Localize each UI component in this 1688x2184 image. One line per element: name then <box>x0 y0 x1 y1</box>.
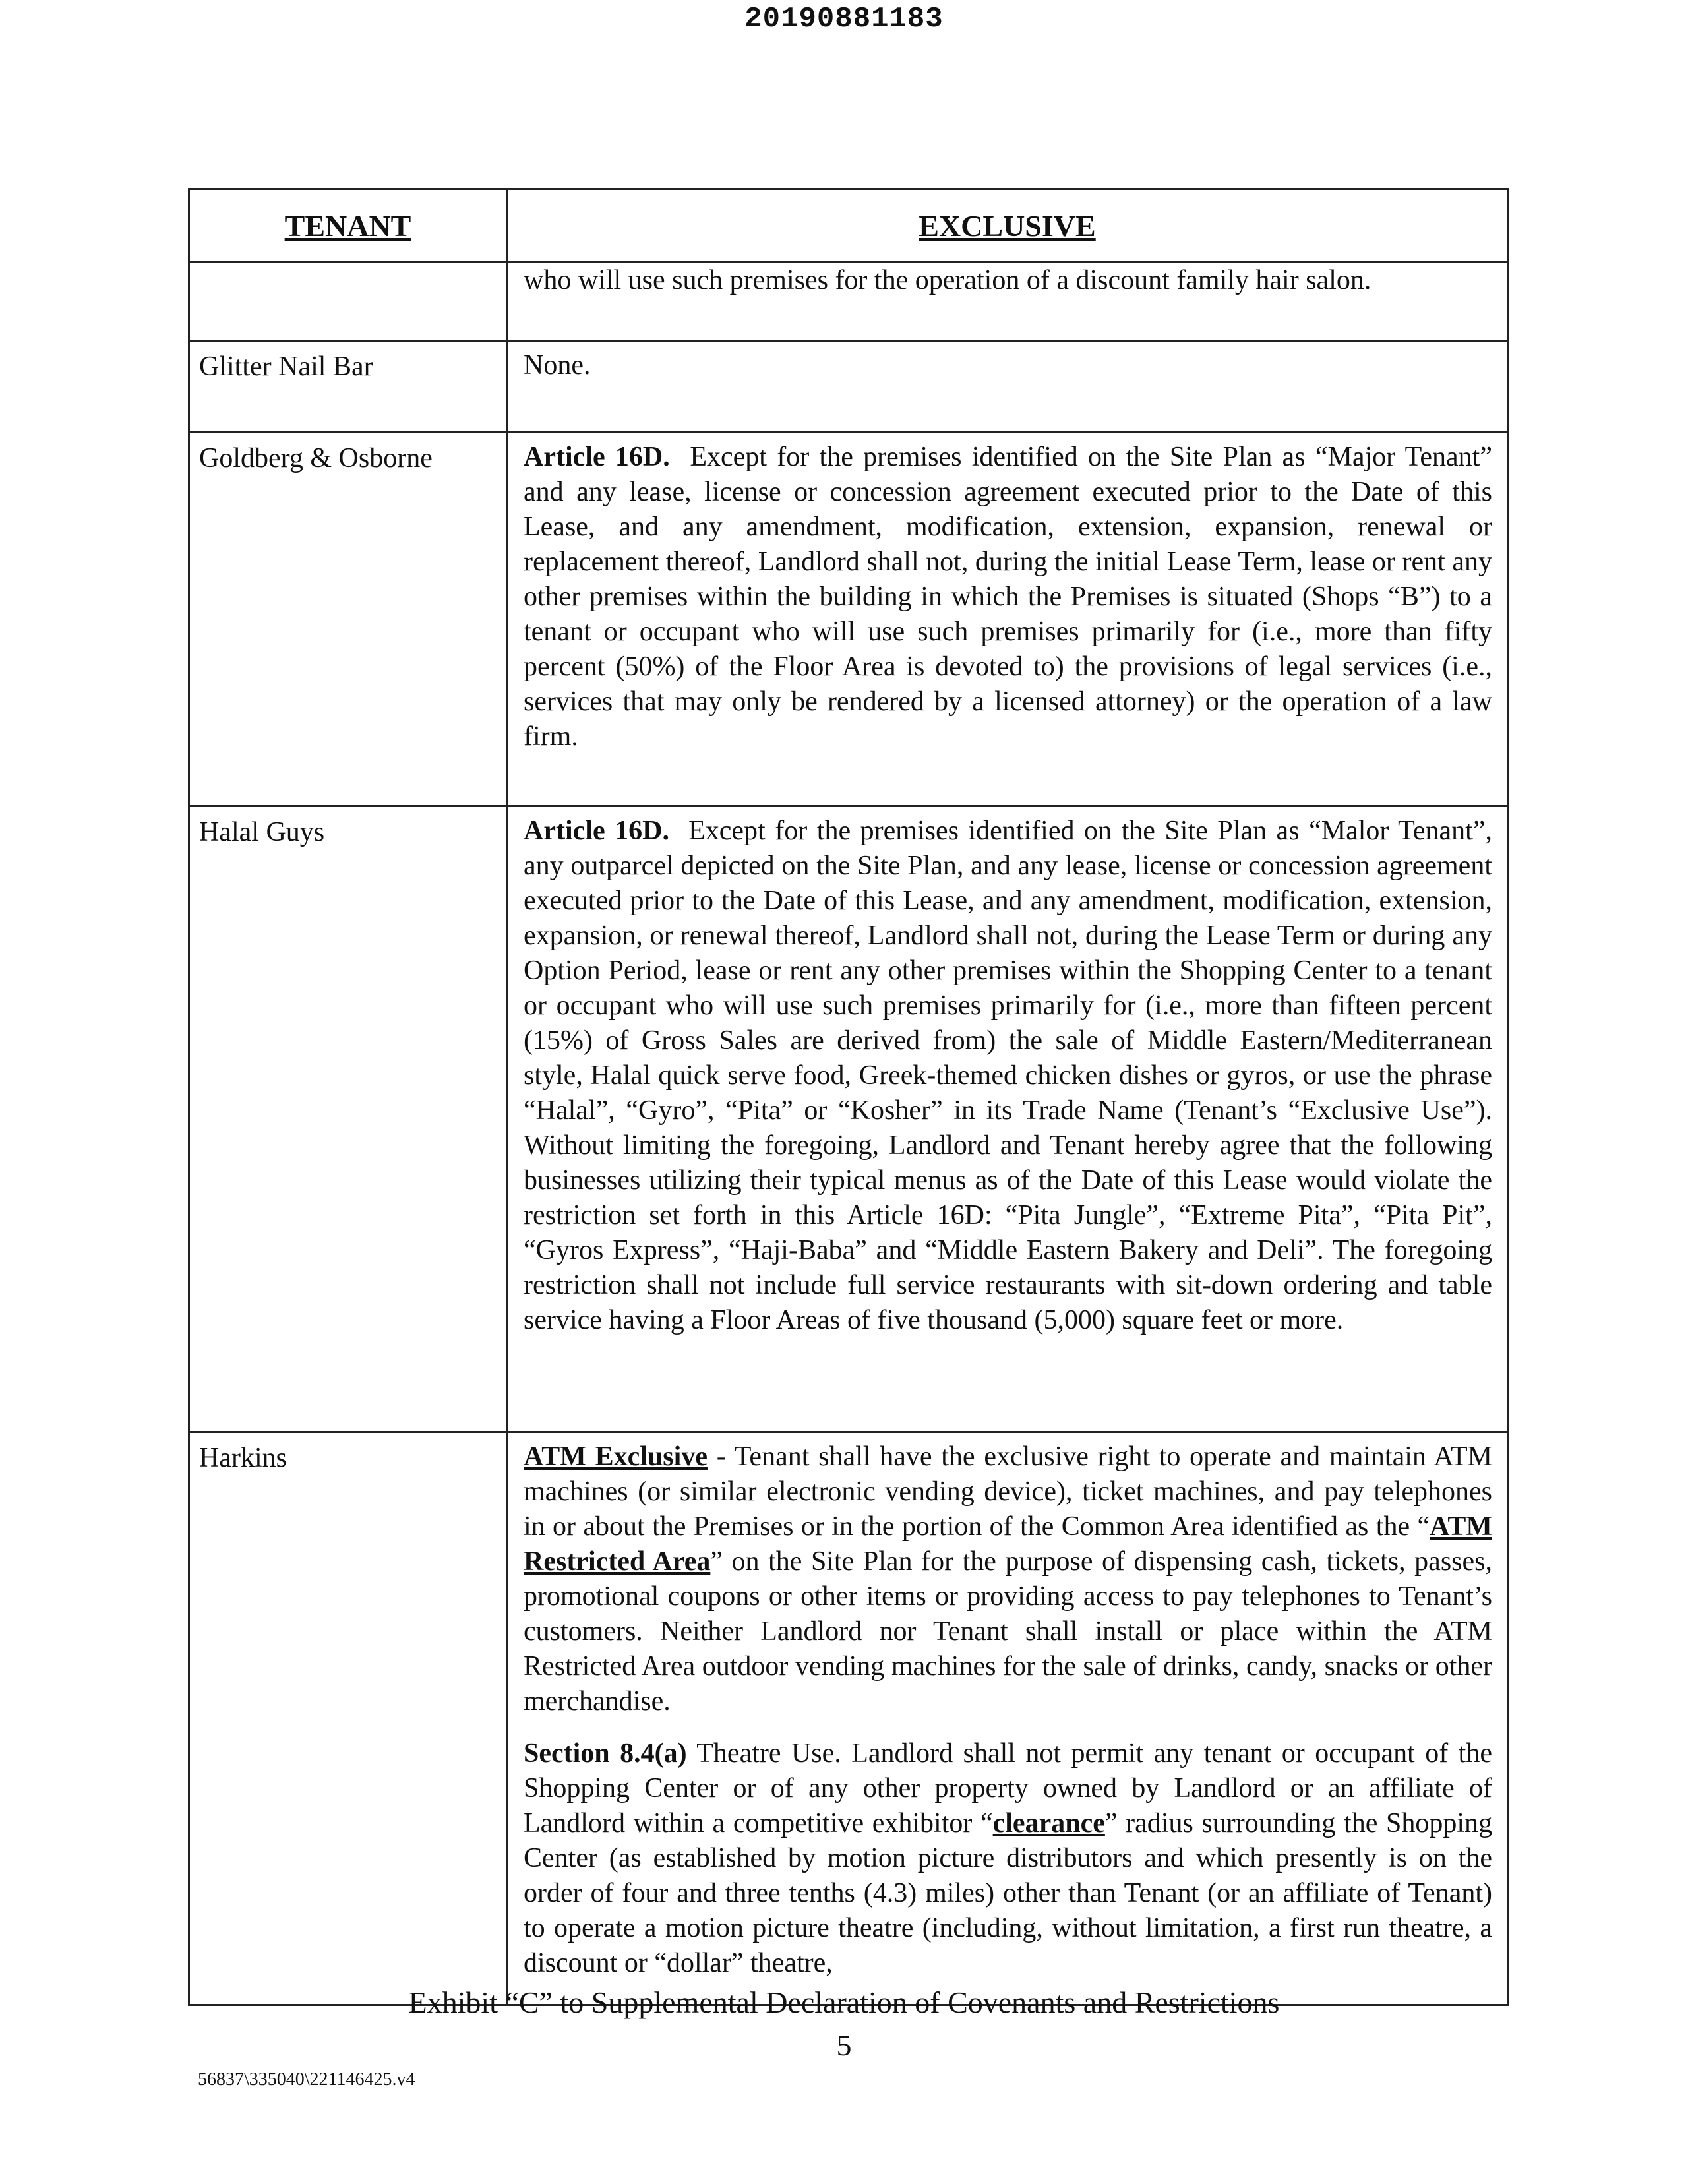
exhibit-footer-title: Exhibit “C” to Supplemental Declaration of Covenants and Restrictions <box>408 1986 1280 2019</box>
table-row <box>189 1432 1508 2005</box>
exclusive-cell <box>507 433 1508 806</box>
exclusive-paragraph <box>524 440 1492 754</box>
table-row <box>189 262 1508 341</box>
exclusive-text: ” on the Site Plan for the purpose of dispensing cash, tickets, passes, promotional coupons or other items or providing access to pay telephones to Tenant’s customers. Neither Landlord nor Tenant shall install or place within the ATM Restricted Area outdoor vending machines for the sale of drinks, candy, snacks or other merchandise. <box>524 1546 1493 1716</box>
table-header-row <box>189 189 1508 262</box>
exclusive-text: who will use such premises for the operation of a discount family hair salon. <box>524 265 1372 295</box>
table-row <box>189 433 1508 806</box>
table-row <box>189 806 1508 1432</box>
exclusive-paragraph <box>524 1736 1492 1981</box>
tenant-cell <box>189 262 507 341</box>
article-reference: Article 16D. <box>524 816 669 846</box>
recording-number: 20190881183 <box>744 3 944 36</box>
tenant-cell: Glitter Nail Bar <box>189 341 507 433</box>
exclusive-text: Theatre Use. Landlord shall not permit any tenant or occupant of the Shopping Center or of any other property owned by Landlord or an affiliate of Landlord within a competitive exhibitor “ <box>524 1738 1492 1838</box>
document-id: 56837\335040\221146425.v4 <box>198 2069 415 2090</box>
table-row <box>189 341 1508 433</box>
exclusive-paragraph <box>524 1440 1492 1719</box>
tenant-cell: Harkins <box>189 1432 507 2005</box>
exclusive-text: Except for the premises identified on the Site Plan as “Malor Tenant”, any outparcel depicted on the Site Plan, and any lease, license or concession agreement executed prior to the Date of this Lease, and any amendment, modification, extension, expansion, or renewal thereof, Landlord shall not, during the Lease Term or during any Option Period, lease or rent any other premises within the Shopping Center to a tenant or occupant who will use such premises primarily for (i.e., more than fifteen percent (15%) of Gross Sales are derived from) the sale of Middle Eastern/Mediterranean style, Halal quick serve food, Greek-themed chicken dishes or gyros, or use the phrase “Halal”, “Gyro”, “Pita” or “Kosher” in its Trade Name (Tenant’s “Exclusive Use”). Without limiting the foregoing, Landlord and Tenant hereby agree that the following businesses utilizing their typical menus as of the Date of this Lease would violate the restriction set forth in this Article 16D: “Pita Jungle”, “Extreme Pita”, “Pita Pit”, “Gyros Express”, “Haji-Baba” and “Middle Eastern Bakery and Deli”. The foregoing restriction shall not include full service restaurants with sit-down ordering and table service having a Floor Areas of five thousand (5,000) square feet or more. <box>524 816 1492 1335</box>
page-number: 5 <box>836 2028 852 2062</box>
column-header-exclusive: EXCLUSIVE <box>507 189 1508 262</box>
defined-term: clearance <box>992 1808 1105 1838</box>
exclusive-text: - Tenant shall have the exclusive right to operate and maintain ATM machines (or similar electronic vending device), ticket machines, and pay telephones in or about the Premises or in the portion of the Common Area identified as the “ <box>524 1441 1492 1542</box>
defined-term: ATM Restricted Area <box>524 1511 1492 1577</box>
exclusives-table <box>188 188 1509 2006</box>
exclusive-text: Except for the premises identified on the Site Plan as “Major Tenant” and any lease, license or concession agreement executed prior to the Date of this Lease, and any amendment, modification, extension, expansion, renewal or replacement thereof, Landlord shall not, during the initial Lease Term, lease or rent any other premises within the building in which the Premises is situated (Shops “B”) to a tenant or occupant who will use such premises primarily for (i.e., more than fifty percent (50%) of the Floor Area is devoted to) the provisions of legal services (i.e., services that may only be rendered by a licensed attorney) or the operation of a law firm. <box>524 442 1492 752</box>
column-header-tenant: TENANT <box>189 189 507 262</box>
exclusive-cell <box>507 262 1508 341</box>
atm-exclusive-heading: ATM Exclusive <box>524 1441 708 1472</box>
exclusive-text: ” radius surrounding the Shopping Center (as established by motion picture distributors and which presently is on the order of four and three tenths (4.3) miles) other than Tenant (or an affiliate of Tenant) to operate a motion picture theatre (including, without limitation, a first run theatre, a discount or “dollar” theatre, <box>524 1808 1492 1978</box>
exclusive-cell <box>507 1432 1508 2005</box>
exclusive-paragraph <box>524 814 1492 1338</box>
exclusive-cell <box>507 806 1508 1432</box>
tenant-cell: Goldberg & Osborne <box>189 433 507 806</box>
section-reference: Section 8.4(a) <box>524 1738 687 1769</box>
exclusive-cell <box>507 341 1508 433</box>
article-reference: Article 16D. <box>524 442 670 472</box>
exclusive-text: None. <box>524 350 591 380</box>
tenant-cell: Halal Guys <box>189 806 507 1432</box>
